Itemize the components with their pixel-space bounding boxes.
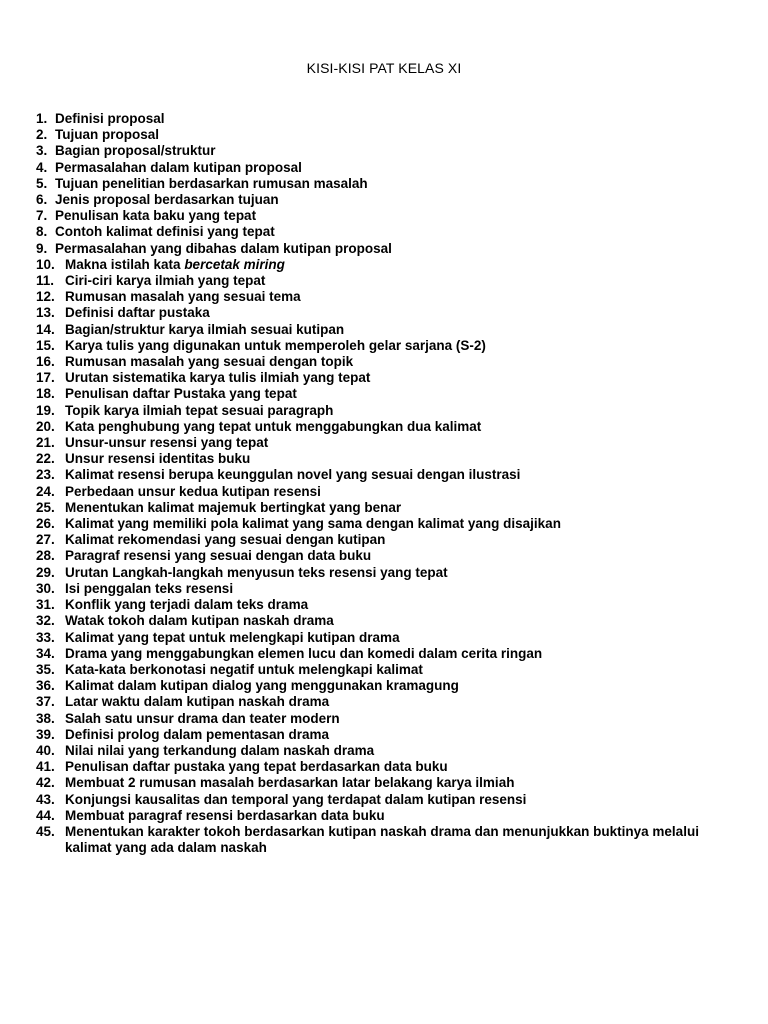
list-item (36, 241, 736, 257)
list-item-text-main: Definisi prolog dalam pementasan drama (65, 726, 330, 742)
list-item-text-main: Rumusan masalah yang sesuai tema (65, 289, 301, 305)
list-item-number: 21. (36, 435, 55, 451)
list-item-number: 5. (36, 175, 48, 191)
list-item-number: 43. (36, 791, 55, 807)
list-item (36, 224, 736, 240)
list-item (36, 792, 736, 808)
list-item-text (65, 451, 736, 467)
list-item-text-main: Bagian proposal/struktur (55, 143, 216, 159)
list-item-text (65, 484, 736, 500)
list-item (36, 597, 736, 613)
list-item-text-main: Nilai nilai yang terkandung dalam naskah drama (65, 742, 375, 758)
list-item (36, 727, 736, 743)
list-item (36, 711, 736, 727)
list-item-text (65, 354, 736, 370)
list-item-text-main: Topik karya ilmiah tepat sesuai paragraph (65, 402, 334, 418)
list-item-text-main: Bagian/struktur karya ilmiah sesuai kutipan (65, 321, 345, 337)
list-item-text (55, 241, 736, 257)
list-item (36, 305, 736, 321)
list-item-text (65, 403, 736, 419)
list-item-text-main: Kata penghubung yang tepat untuk menggabungkan dua kalimat (65, 418, 482, 434)
list-item-number: 45. (36, 823, 55, 839)
list-item-number: 3. (36, 143, 48, 159)
list-item-text (65, 305, 736, 321)
list-item-number: 12. (36, 289, 55, 305)
list-item (36, 435, 736, 451)
list-item-text (65, 386, 736, 402)
list-item-text-main: Ciri-ciri karya ilmiah yang tepat (65, 273, 266, 289)
list-item-text-main: Kalimat dalam kutipan dialog yang menggunakan kramagung (65, 678, 459, 694)
list-item-text (65, 548, 736, 564)
list-item-text (55, 160, 736, 176)
list-item-number: 10. (36, 256, 55, 272)
list-item-text-main: Definisi proposal (55, 111, 165, 126)
list-item-text-main: Kalimat yang tepat untuk melengkapi kutipan drama (65, 629, 400, 645)
list-item-text-main: Tujuan penelitian berdasarkan rumusan masalah (55, 175, 368, 191)
list-item-number: 9. (36, 240, 48, 256)
list-item-text (65, 775, 736, 791)
list-item (36, 646, 736, 662)
list-item-text (65, 370, 736, 386)
list-item-text-main: Penulisan daftar pustaka yang tepat berdasarkan data buku (65, 759, 448, 775)
list-item-text (65, 565, 736, 581)
list-item-text (65, 792, 736, 808)
list-item-text (65, 597, 736, 613)
list-item-number: 29. (36, 564, 55, 580)
list-item (36, 532, 736, 548)
list-item (36, 370, 736, 386)
list-item-number: 15. (36, 337, 55, 353)
list-item (36, 484, 736, 500)
list-item-text-main: Permasalahan dalam kutipan proposal (55, 159, 302, 175)
list-item (36, 548, 736, 564)
list-item-number: 36. (36, 678, 55, 694)
list-item-text (55, 224, 736, 240)
list-item-number: 41. (36, 759, 55, 775)
list-item-text-main: Unsur-unsur resensi yang tepat (65, 435, 269, 451)
list-item-text-main: Rumusan masalah yang sesuai dengan topik (65, 354, 354, 370)
list-item (36, 208, 736, 224)
list-item (36, 581, 736, 597)
list-item-number: 14. (36, 321, 55, 337)
list-item-text-main: Isi penggalan teks resensi (65, 580, 234, 596)
list-item-number: 25. (36, 499, 55, 515)
list-item-text (65, 419, 736, 435)
list-item-number: 28. (36, 548, 55, 564)
list-item-text (65, 646, 736, 662)
list-item-text (65, 743, 736, 759)
list-item (36, 192, 736, 208)
list-item-number: 24. (36, 483, 55, 499)
list-item-text-main: Salah satu unsur drama dan teater modern (65, 710, 340, 726)
list-item (36, 273, 736, 289)
list-item-text-main: Perbedaan unsur kedua kutipan resensi (65, 483, 321, 499)
list-item-text-main: Latar waktu dalam kutipan naskah drama (65, 694, 330, 710)
list-item-text-main: Tujuan proposal (55, 127, 159, 143)
list-item (36, 759, 736, 775)
list-item-text-main: Unsur resensi identitas buku (65, 451, 251, 467)
list-item-text (55, 208, 736, 224)
list-item-number: 7. (36, 208, 48, 224)
list-item-text (65, 711, 736, 727)
list-item-text (65, 322, 736, 338)
list-item-text (65, 435, 736, 451)
list-item-number: 40. (36, 742, 55, 758)
list-item (36, 678, 736, 694)
list-item-text-main: Kalimat yang memiliki pola kalimat yang sama dengan kalimat yang disajikan (65, 516, 561, 532)
list-item-number: 31. (36, 597, 55, 613)
list-item (36, 127, 736, 143)
list-item-number: 23. (36, 467, 55, 483)
list-item-text-main: Penulisan daftar Pustaka yang tepat (65, 386, 297, 402)
list-item-text (65, 516, 736, 532)
list-item-text-main: Konflik yang terjadi dalam teks drama (65, 597, 309, 613)
list-item (36, 662, 736, 678)
list-item-number: 17. (36, 370, 55, 386)
list-item-text-main: Kalimat rekomendasi yang sesuai dengan kutipan (65, 532, 386, 548)
list-item (36, 516, 736, 532)
list-item-text-main: Penulisan kata baku yang tepat (55, 208, 257, 224)
list-item (36, 808, 736, 824)
list-item-number: 22. (36, 451, 55, 467)
list-item-text (55, 127, 736, 143)
list-item-number: 38. (36, 710, 55, 726)
list-item-text (65, 289, 736, 305)
list-item (36, 354, 736, 370)
list-item (36, 743, 736, 759)
list-item-text-main: Drama yang menggabungkan elemen lucu dan komedi dalam cerita ringan (65, 645, 543, 661)
list-item (36, 467, 736, 483)
list-item-number: 37. (36, 694, 55, 710)
list-item-number: 16. (36, 354, 55, 370)
list-item-number: 8. (36, 224, 48, 240)
list-item-text-main: Makna istilah kata (65, 256, 185, 272)
list-item-text-main: Urutan Langkah-langkah menyusun teks resensi yang tepat (65, 564, 448, 580)
list-item-text (65, 727, 736, 743)
list-item-text (55, 192, 736, 208)
list-item-number: 30. (36, 580, 55, 596)
list-item-text-main: Konjungsi kausalitas dan temporal yang terdapat dalam kutipan resensi (65, 791, 527, 807)
list-item-number: 2. (36, 127, 48, 143)
list-item-text (65, 808, 736, 824)
list-item (36, 111, 736, 127)
list-item-text (55, 176, 736, 192)
list-item-number: 35. (36, 661, 55, 677)
list-item-text (65, 257, 736, 273)
list-item-number: 1. (36, 111, 48, 126)
list-item-text-main: Kata-kata berkonotasi negatif untuk melengkapi kalimat (65, 661, 423, 677)
list-item (36, 403, 736, 419)
list-item-text (65, 273, 736, 289)
list-item-text (65, 500, 736, 516)
list-item-text (65, 630, 736, 646)
list-item (36, 257, 736, 273)
list-item-number: 6. (36, 192, 48, 208)
list-item (36, 322, 736, 338)
list-item-text-main: Definisi daftar pustaka (65, 305, 210, 321)
list-item-text-italic: bercetak miring (184, 256, 285, 272)
list-item (36, 824, 736, 856)
list-item-text (65, 613, 736, 629)
list-item-text (65, 338, 736, 354)
list-item-text-main: Karya tulis yang digunakan untuk memperoleh gelar sarjana (S-2) (65, 337, 486, 353)
list-item-number: 20. (36, 418, 55, 434)
list-item-number: 13. (36, 305, 55, 321)
list-item-number: 33. (36, 629, 55, 645)
list-item-text-main: Menentukan kalimat majemuk bertingkat yang benar (65, 499, 402, 515)
list-item-text-main: Membuat paragraf resensi berdasarkan data buku (65, 807, 385, 823)
list-item (36, 419, 736, 435)
list-item-number: 39. (36, 726, 55, 742)
list-item-text-main: Membuat 2 rumusan masalah berdasarkan latar belakang karya ilmiah (65, 775, 515, 791)
list-item-number: 34. (36, 645, 55, 661)
list-item-number: 11. (36, 273, 55, 289)
list-item-text (65, 532, 736, 548)
list-item-text-main: Paragraf resensi yang sesuai dengan data buku (65, 548, 372, 564)
list-item-number: 19. (36, 402, 55, 418)
list-item-number: 18. (36, 386, 55, 402)
list-item (36, 160, 736, 176)
list-item (36, 451, 736, 467)
list-item (36, 338, 736, 354)
list-item-text (65, 694, 736, 710)
list-item-text (65, 678, 736, 694)
list-item-number: 4. (36, 159, 48, 175)
list-item-text (65, 759, 736, 775)
list-item (36, 500, 736, 516)
list-item-number: 26. (36, 516, 55, 532)
list-item-text (55, 111, 736, 127)
list-item-number: 27. (36, 532, 55, 548)
page-title: KISI-KISI PAT KELAS XI (306, 60, 462, 76)
list-item-number: 42. (36, 775, 55, 791)
list-item-text-main: Contoh kalimat definisi yang tepat (55, 224, 275, 240)
list-item (36, 613, 736, 629)
list-item-text (65, 581, 736, 597)
list-item (36, 630, 736, 646)
list-item (36, 176, 736, 192)
list-item-text-main: Menentukan karakter tokoh berdasarkan kutipan naskah drama dan menunjukkan buktinya melalui kalimat yang ada dalam naskah (65, 823, 699, 856)
list-item-number: 44. (36, 807, 55, 823)
list-item (36, 694, 736, 710)
list-item (36, 775, 736, 791)
list-item-text (65, 824, 736, 856)
list-item-text-main: Jenis proposal berdasarkan tujuan (55, 192, 279, 208)
list-item-text-main: Permasalahan yang dibahas dalam kutipan proposal (55, 240, 392, 256)
list-item-text (65, 662, 736, 678)
list-item (36, 565, 736, 581)
list-item (36, 386, 736, 402)
topic-list (36, 111, 736, 856)
list-item-text (65, 467, 736, 483)
list-item-number: 32. (36, 613, 55, 629)
list-item (36, 289, 736, 305)
list-item-text-main: Kalimat resensi berupa keunggulan novel yang sesuai dengan ilustrasi (65, 467, 521, 483)
list-item-text-main: Urutan sistematika karya tulis ilmiah yang tepat (65, 370, 371, 386)
list-item-text-main: Watak tokoh dalam kutipan naskah drama (65, 613, 334, 629)
list-item (36, 143, 736, 159)
list-item-text (55, 143, 736, 159)
